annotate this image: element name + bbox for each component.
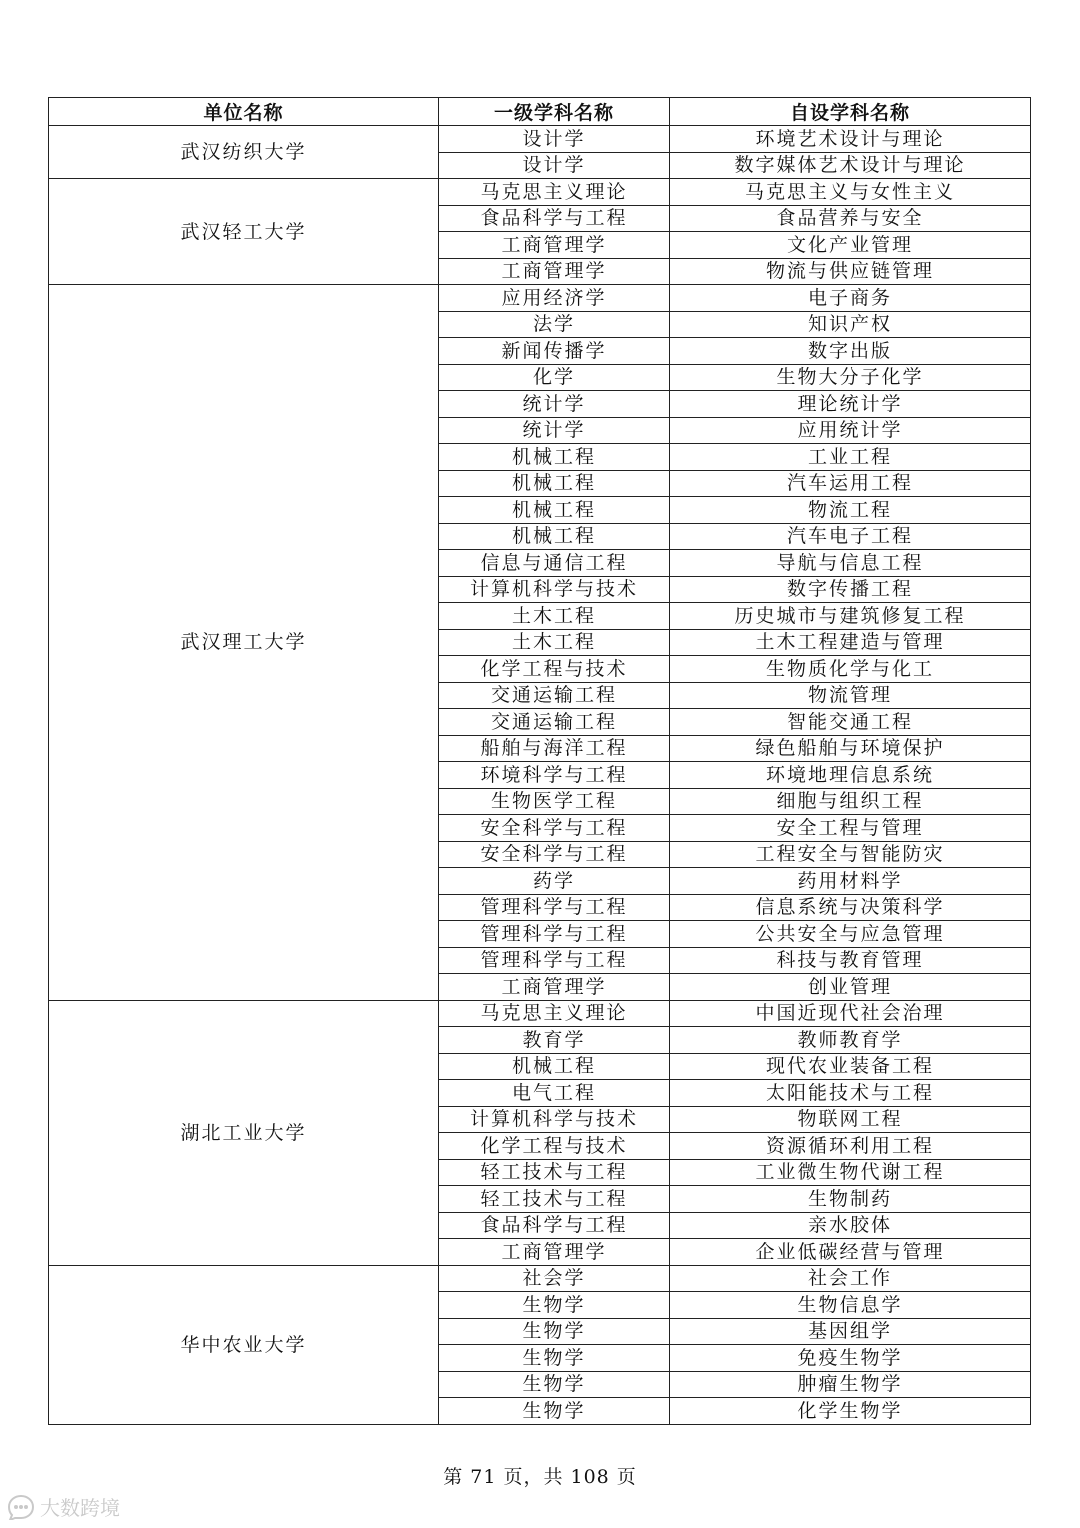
self-set-discipline-cell: 信息系统与决策科学 <box>670 894 1031 921</box>
self-set-discipline-cell: 现代农业装备工程 <box>670 1053 1031 1080</box>
first-level-discipline-cell: 化学 <box>439 364 670 391</box>
table-body <box>49 126 1031 1425</box>
self-set-discipline-cell: 马克思主义与女性主义 <box>670 179 1031 206</box>
first-level-discipline-cell: 食品科学与工程 <box>439 205 670 232</box>
self-set-discipline-cell: 化学生物学 <box>670 1398 1031 1425</box>
unit-name-cell: 武汉理工大学 <box>49 285 439 1001</box>
self-set-discipline-cell: 历史城市与建筑修复工程 <box>670 603 1031 630</box>
self-set-discipline-cell: 知识产权 <box>670 311 1031 338</box>
self-set-discipline-cell: 数字出版 <box>670 338 1031 365</box>
self-set-discipline-cell: 物联网工程 <box>670 1106 1031 1133</box>
first-level-discipline-cell: 统计学 <box>439 391 670 418</box>
self-set-discipline-cell: 环境艺术设计与理论 <box>670 126 1031 153</box>
table-row <box>49 1265 1031 1292</box>
self-set-discipline-cell: 药用材料学 <box>670 868 1031 895</box>
first-level-discipline-cell: 轻工技术与工程 <box>439 1186 670 1213</box>
self-set-discipline-cell: 安全工程与管理 <box>670 815 1031 842</box>
self-set-discipline-cell: 物流管理 <box>670 682 1031 709</box>
self-set-discipline-cell: 基因组学 <box>670 1318 1031 1345</box>
first-level-discipline-cell: 药学 <box>439 868 670 895</box>
first-level-discipline-cell: 安全科学与工程 <box>439 815 670 842</box>
self-set-discipline-cell: 肿瘤生物学 <box>670 1371 1031 1398</box>
first-level-discipline-cell: 工商管理学 <box>439 232 670 259</box>
first-level-discipline-cell: 机械工程 <box>439 444 670 471</box>
first-level-discipline-cell: 计算机科学与技术 <box>439 1106 670 1133</box>
self-set-discipline-cell: 企业低碳经营与管理 <box>670 1239 1031 1266</box>
self-set-discipline-cell: 工业工程 <box>670 444 1031 471</box>
self-set-discipline-cell: 创业管理 <box>670 974 1031 1001</box>
self-set-discipline-cell: 细胞与组织工程 <box>670 788 1031 815</box>
first-level-discipline-cell: 管理科学与工程 <box>439 947 670 974</box>
page-number: 第 71 页，共 108 页 <box>443 1466 637 1488</box>
unit-name-cell: 华中农业大学 <box>49 1265 439 1424</box>
first-level-discipline-cell: 土木工程 <box>439 629 670 656</box>
first-level-discipline-cell: 马克思主义理论 <box>439 1000 670 1027</box>
first-level-discipline-cell: 设计学 <box>439 152 670 179</box>
table-row <box>49 126 1031 153</box>
table-row <box>49 179 1031 206</box>
first-level-discipline-cell: 生物学 <box>439 1292 670 1319</box>
first-level-discipline-cell: 船舶与海洋工程 <box>439 735 670 762</box>
self-set-discipline-cell: 生物大分子化学 <box>670 364 1031 391</box>
self-set-discipline-cell: 生物制药 <box>670 1186 1031 1213</box>
self-set-discipline-cell: 中国近现代社会治理 <box>670 1000 1031 1027</box>
self-set-discipline-cell: 生物信息学 <box>670 1292 1031 1319</box>
first-level-discipline-cell: 马克思主义理论 <box>439 179 670 206</box>
self-set-discipline-cell: 食品营养与安全 <box>670 205 1031 232</box>
first-level-discipline-cell: 机械工程 <box>439 470 670 497</box>
self-set-discipline-cell: 汽车运用工程 <box>670 470 1031 497</box>
first-level-discipline-cell: 生物医学工程 <box>439 788 670 815</box>
self-set-discipline-cell: 应用统计学 <box>670 417 1031 444</box>
first-level-discipline-cell: 社会学 <box>439 1265 670 1292</box>
first-level-discipline-cell: 信息与通信工程 <box>439 550 670 577</box>
unit-name-cell: 湖北工业大学 <box>49 1000 439 1265</box>
first-level-discipline-cell: 环境科学与工程 <box>439 762 670 789</box>
table-row <box>49 285 1031 312</box>
self-set-discipline-cell: 公共安全与应急管理 <box>670 921 1031 948</box>
self-set-discipline-cell: 文化产业管理 <box>670 232 1031 259</box>
self-set-discipline-cell: 物流与供应链管理 <box>670 258 1031 285</box>
self-set-discipline-cell: 导航与信息工程 <box>670 550 1031 577</box>
first-level-discipline-cell: 工商管理学 <box>439 1239 670 1266</box>
first-level-discipline-cell: 管理科学与工程 <box>439 894 670 921</box>
first-level-discipline-cell: 交通运输工程 <box>439 709 670 736</box>
first-level-discipline-cell: 工商管理学 <box>439 258 670 285</box>
self-set-discipline-cell: 数字传播工程 <box>670 576 1031 603</box>
first-level-discipline-cell: 生物学 <box>439 1345 670 1372</box>
subject-table <box>48 97 1031 1425</box>
first-level-discipline-cell: 生物学 <box>439 1371 670 1398</box>
header-unit-name: 单位名称 <box>49 98 439 126</box>
self-set-discipline-cell: 生物质化学与化工 <box>670 656 1031 683</box>
first-level-discipline-cell: 机械工程 <box>439 523 670 550</box>
self-set-discipline-cell: 亲水胶体 <box>670 1212 1031 1239</box>
self-set-discipline-cell: 智能交通工程 <box>670 709 1031 736</box>
first-level-discipline-cell: 计算机科学与技术 <box>439 576 670 603</box>
first-level-discipline-cell: 安全科学与工程 <box>439 841 670 868</box>
header-first-level-discipline: 一级学科名称 <box>439 98 670 126</box>
first-level-discipline-cell: 生物学 <box>439 1318 670 1345</box>
self-set-discipline-cell: 社会工作 <box>670 1265 1031 1292</box>
first-level-discipline-cell: 设计学 <box>439 126 670 153</box>
self-set-discipline-cell: 土木工程建造与管理 <box>670 629 1031 656</box>
first-level-discipline-cell: 新闻传播学 <box>439 338 670 365</box>
watermark <box>6 1492 120 1521</box>
self-set-discipline-cell: 理论统计学 <box>670 391 1031 418</box>
first-level-discipline-cell: 化学工程与技术 <box>439 1133 670 1160</box>
self-set-discipline-cell: 太阳能技术与工程 <box>670 1080 1031 1107</box>
self-set-discipline-cell: 绿色船舶与环境保护 <box>670 735 1031 762</box>
unit-name-cell: 武汉轻工大学 <box>49 179 439 285</box>
first-level-discipline-cell: 食品科学与工程 <box>439 1212 670 1239</box>
self-set-discipline-cell: 工业微生物代谢工程 <box>670 1159 1031 1186</box>
brand-logo-icon <box>6 1494 36 1520</box>
first-level-discipline-cell: 交通运输工程 <box>439 682 670 709</box>
first-level-discipline-cell: 法学 <box>439 311 670 338</box>
header-self-set-discipline: 自设学科名称 <box>670 98 1031 126</box>
first-level-discipline-cell: 管理科学与工程 <box>439 921 670 948</box>
first-level-discipline-cell: 土木工程 <box>439 603 670 630</box>
self-set-discipline-cell: 电子商务 <box>670 285 1031 312</box>
first-level-discipline-cell: 机械工程 <box>439 1053 670 1080</box>
unit-name-cell: 武汉纺织大学 <box>49 126 439 179</box>
first-level-discipline-cell: 生物学 <box>439 1398 670 1425</box>
watermark-text: 大数跨境 <box>40 1496 120 1520</box>
table-row <box>49 1000 1031 1027</box>
self-set-discipline-cell: 免疫生物学 <box>670 1345 1031 1372</box>
first-level-discipline-cell: 教育学 <box>439 1027 670 1054</box>
first-level-discipline-cell: 统计学 <box>439 417 670 444</box>
self-set-discipline-cell: 汽车电子工程 <box>670 523 1031 550</box>
first-level-discipline-cell: 化学工程与技术 <box>439 656 670 683</box>
first-level-discipline-cell: 工商管理学 <box>439 974 670 1001</box>
first-level-discipline-cell: 应用经济学 <box>439 285 670 312</box>
table-header-row <box>49 98 1031 126</box>
self-set-discipline-cell: 科技与教育管理 <box>670 947 1031 974</box>
first-level-discipline-cell: 电气工程 <box>439 1080 670 1107</box>
first-level-discipline-cell: 机械工程 <box>439 497 670 524</box>
self-set-discipline-cell: 物流工程 <box>670 497 1031 524</box>
first-level-discipline-cell: 轻工技术与工程 <box>439 1159 670 1186</box>
self-set-discipline-cell: 数字媒体艺术设计与理论 <box>670 152 1031 179</box>
self-set-discipline-cell: 资源循环利用工程 <box>670 1133 1031 1160</box>
self-set-discipline-cell: 教师教育学 <box>670 1027 1031 1054</box>
self-set-discipline-cell: 工程安全与智能防灾 <box>670 841 1031 868</box>
self-set-discipline-cell: 环境地理信息系统 <box>670 762 1031 789</box>
